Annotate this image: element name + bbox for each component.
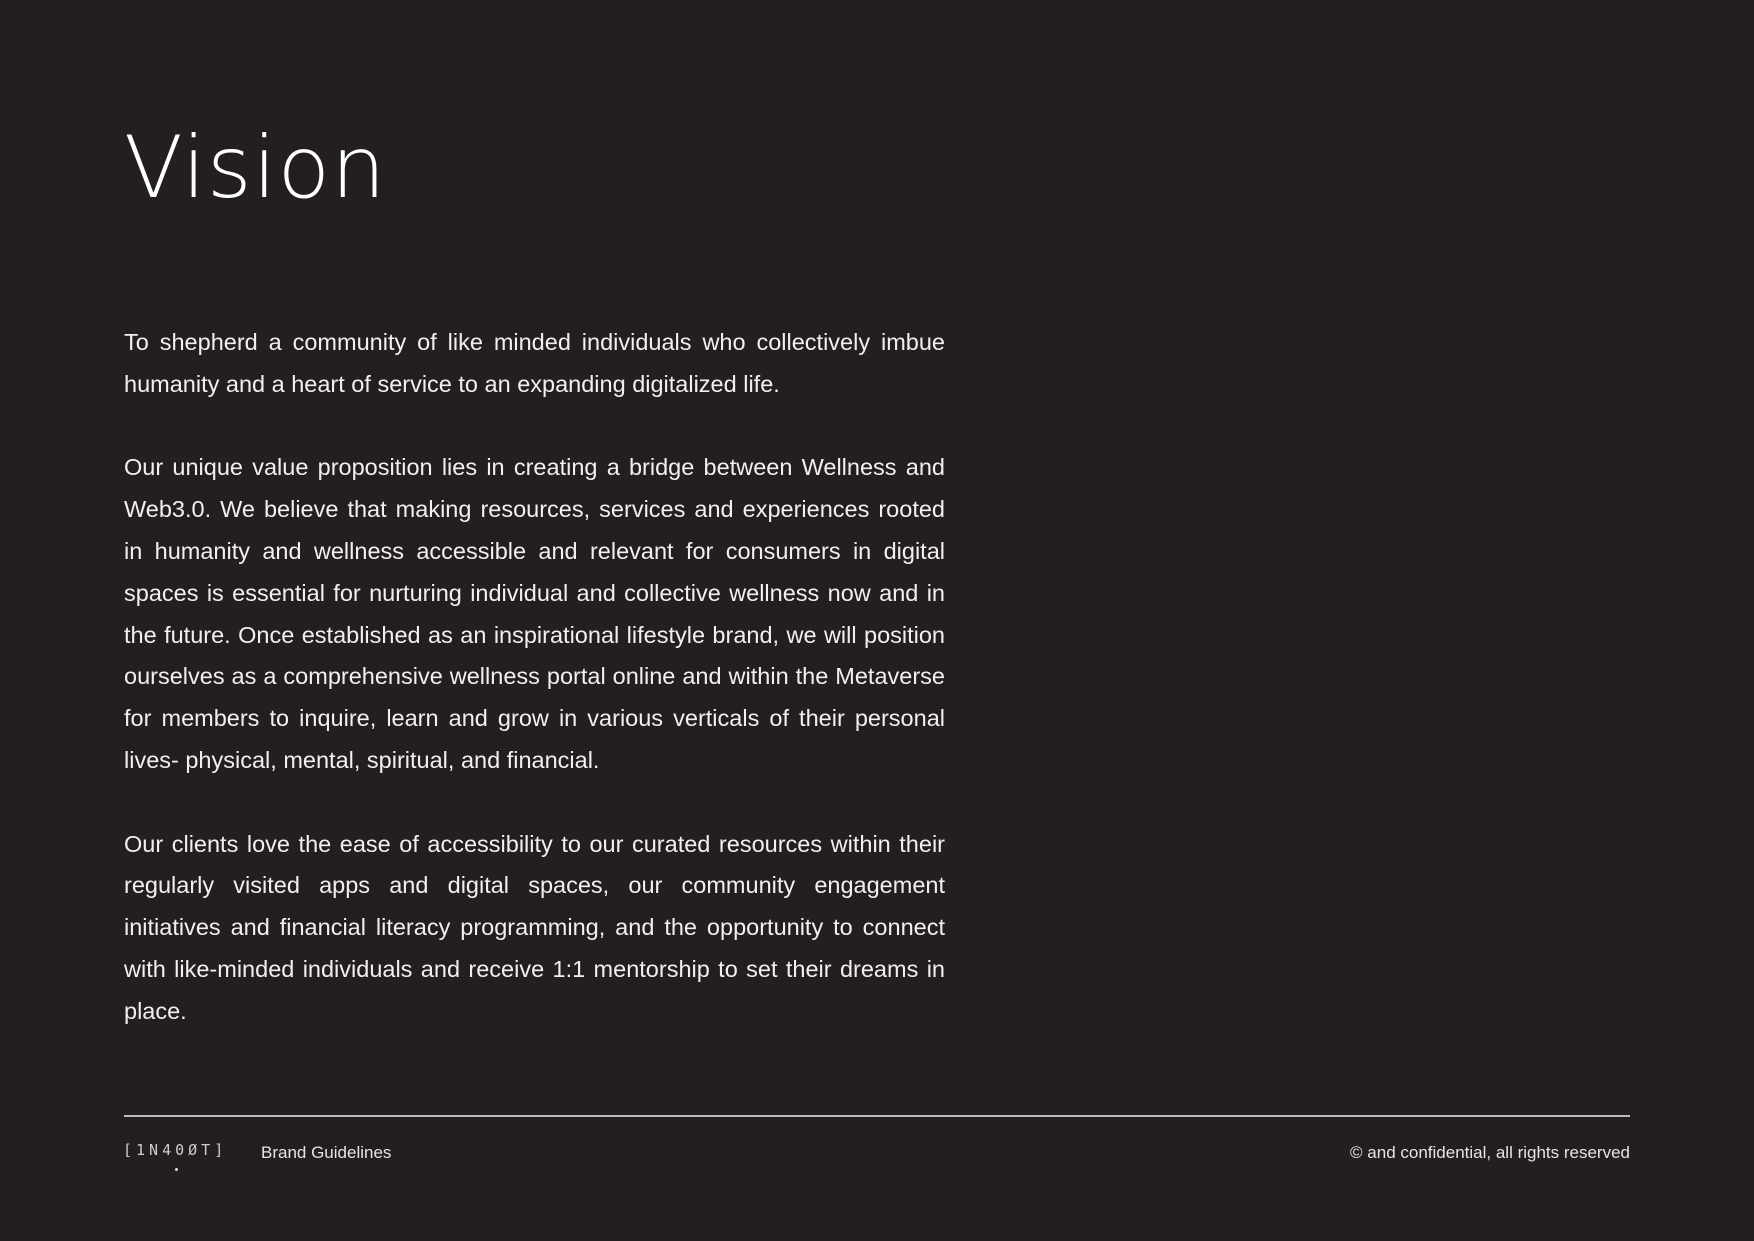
brand-logo: [1N40ØT] bbox=[123, 1141, 228, 1159]
body-text bbox=[124, 322, 945, 1074]
page-title: Vision bbox=[124, 118, 387, 218]
footer-label: Brand Guidelines bbox=[261, 1143, 392, 1162]
paragraph: Our clients love the ease of accessibility to our curated resources within their regularly visited apps and digital spaces, our community engagement initiatives and financial literacy programming, and the opportunity to connect with like-minded individuals and receive 1:1 mentorship to set their dreams in place. bbox=[124, 830, 945, 1024]
paragraph: To shepherd a community of like minded individuals who collectively imbue humanity and a heart of service to an expanding digitalized life. bbox=[124, 329, 945, 397]
footer-copyright: © and confidential, all rights reserved bbox=[1350, 1143, 1630, 1162]
footer-divider bbox=[124, 1115, 1630, 1117]
paragraph: Our unique value proposition lies in creating a bridge between Wellness and Web3.0. We believe that making resources, services and experiences rooted in humanity and wellness accessible and relevant for consumers in digital spaces is essential for nurturing individual and collective wellness now and in the future. Once established as an inspirational lifestyle brand, we will position ourselves as a comprehensive wellness portal online and within the Metaverse for members to inquire, learn and grow in various verticals of their personal lives- physical, mental, spiritual, and financial. bbox=[124, 454, 945, 773]
logo-dot bbox=[175, 1168, 178, 1171]
